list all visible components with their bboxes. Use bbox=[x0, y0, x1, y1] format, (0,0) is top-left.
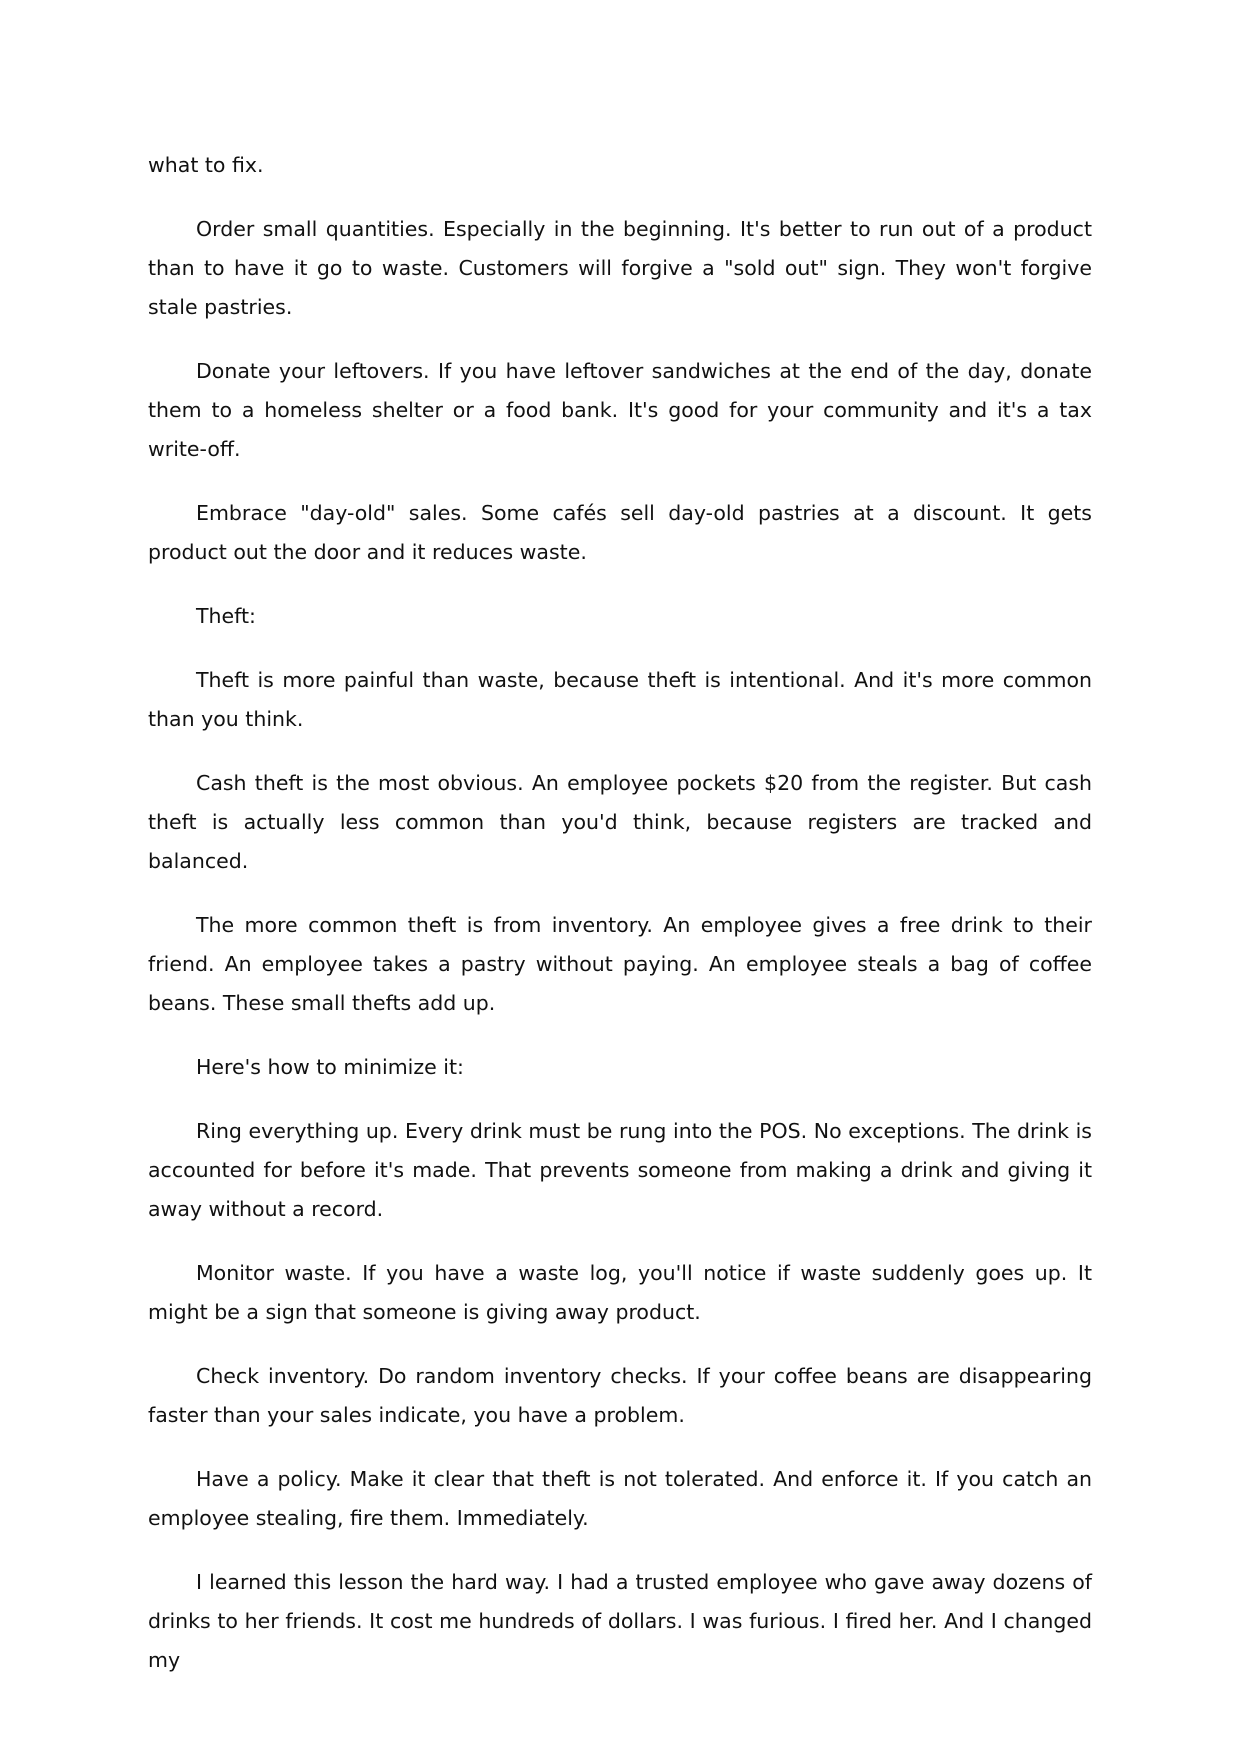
document-page bbox=[148, 146, 1092, 1705]
paragraph-cash-theft: Cash theft is the most obvious. An employee pockets $20 from the register. But cash theft is actually less common than you'd think, because registers are tracked and balanced. bbox=[148, 771, 1092, 873]
paragraph-lesson-learned: I learned this lesson the hard way. I had a trusted employee who gave away dozens of drinks to her friends. It cost me hundreds of dollars. I was furious. I fired her. And I changed my bbox=[148, 1570, 1092, 1672]
paragraph-inventory-theft: The more common theft is from inventory. An employee gives a free drink to their friend. An employee takes a pastry without paying. An employee steals a bag of coffee beans. These small thefts add up. bbox=[148, 913, 1092, 1015]
paragraph-day-old-sales: Embrace "day-old" sales. Some cafés sell day-old pastries at a discount. It gets product out the door and it reduces waste. bbox=[148, 501, 1092, 564]
paragraph-continuation: what to fix. bbox=[148, 153, 264, 177]
paragraph-how-to-minimize: Here's how to minimize it: bbox=[196, 1055, 464, 1079]
paragraph-order-small-quantities: Order small quantities. Especially in the beginning. It's better to run out of a product than to have it go to waste. Customers will forgive a "sold out" sign. They won't forgive stale pastries. bbox=[148, 217, 1092, 319]
paragraph-ring-everything-up: Ring everything up. Every drink must be rung into the POS. No exceptions. The drink is accounted for before it's made. That prevents someone from making a drink and giving it away without a record. bbox=[148, 1119, 1092, 1221]
paragraph-theft-intro: Theft is more painful than waste, because theft is intentional. And it's more common than you think. bbox=[148, 668, 1092, 731]
paragraph-have-a-policy: Have a policy. Make it clear that theft is not tolerated. And enforce it. If you catch an employee stealing, fire them. Immediately. bbox=[148, 1467, 1092, 1530]
section-heading-theft: Theft: bbox=[196, 604, 256, 628]
paragraph-donate-leftovers: Donate your leftovers. If you have leftover sandwiches at the end of the day, donate them to a homeless shelter or a food bank. It's good for your community and it's a tax write-off. bbox=[148, 359, 1092, 461]
paragraph-monitor-waste: Monitor waste. If you have a waste log, you'll notice if waste suddenly goes up. It might be a sign that someone is giving away product. bbox=[148, 1261, 1092, 1324]
paragraph-check-inventory: Check inventory. Do random inventory checks. If your coffee beans are disappearing faster than your sales indicate, you have a problem. bbox=[148, 1364, 1092, 1427]
